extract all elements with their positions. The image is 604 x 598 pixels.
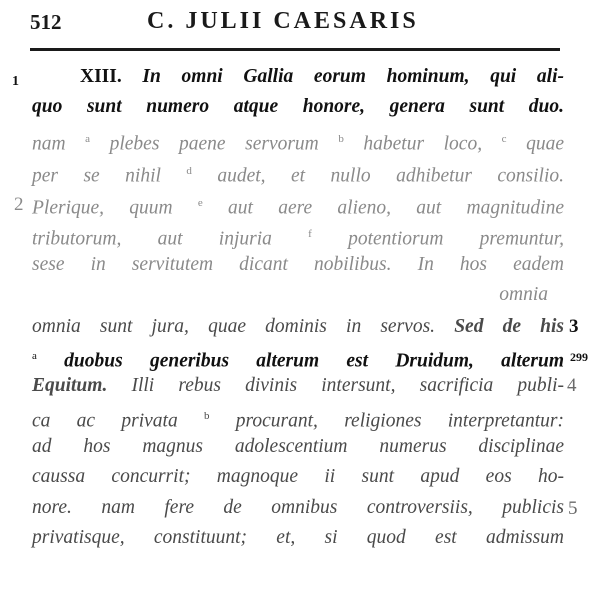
text-segment: tributorum, aut injuria bbox=[32, 228, 309, 250]
footnote-marker: a bbox=[85, 133, 91, 145]
text-line bbox=[32, 436, 564, 458]
text-segment: per se nihil bbox=[32, 165, 187, 187]
text-line bbox=[32, 223, 564, 251]
footnote-marker: e bbox=[197, 197, 203, 209]
text-line bbox=[32, 375, 564, 397]
header-rule bbox=[30, 48, 560, 51]
text-line bbox=[32, 405, 564, 433]
text-line bbox=[32, 466, 564, 488]
text-segment: plebes paene servorum bbox=[90, 133, 339, 155]
text-segment: quo sunt numero atque honore, genera sunt duo. bbox=[32, 96, 564, 117]
text-segment: Illi rebus divinis intersunt, sacrificia publi- bbox=[107, 375, 564, 396]
margin-note-5: 5 bbox=[568, 498, 578, 519]
text-segment: privatisque, constituunt; et, si quod est admissum bbox=[32, 527, 564, 548]
text-segment: potentiorum premuntur, bbox=[311, 228, 565, 250]
text-segment: quae bbox=[506, 133, 564, 155]
text-segment: habetur loco, bbox=[343, 133, 502, 155]
text-segment: ad hos magnus adolescentium numerus disciplinae bbox=[32, 436, 564, 457]
margin-note-1: 1 bbox=[12, 74, 19, 89]
text-line bbox=[32, 345, 564, 373]
footnote-marker: f bbox=[308, 228, 312, 240]
text-line bbox=[32, 96, 564, 118]
catchword bbox=[32, 284, 548, 306]
text-segment: caussa concurrit; magnoque ii sunt apud eos ho- bbox=[32, 466, 564, 487]
footnote-marker: b bbox=[203, 410, 210, 422]
text-segment: In omni Gallia eorum hominum, qui ali- bbox=[121, 66, 564, 87]
footnote-marker: c bbox=[501, 133, 507, 145]
text-line bbox=[32, 527, 564, 549]
text-line bbox=[32, 316, 564, 338]
text-line bbox=[32, 497, 564, 519]
footnote-marker: d bbox=[186, 165, 192, 177]
margin-note-299: 299 bbox=[570, 350, 588, 364]
running-title: C. JULII CAESARIS bbox=[147, 8, 419, 34]
footnote-marker: b bbox=[338, 133, 344, 145]
text-segment: omnia bbox=[499, 284, 548, 305]
text-segment: sese in servitutem dicant nobilibus. In hos eadem bbox=[32, 254, 564, 275]
text-segment: duobus generibus alterum est Druidum, alterum bbox=[36, 350, 564, 372]
text-segment: aut aere alieno, aut magnitudine bbox=[202, 197, 564, 219]
text-segment: ca ac privata bbox=[32, 410, 204, 432]
text-segment: XIII. bbox=[80, 66, 122, 87]
margin-note-2: 2 bbox=[14, 194, 24, 215]
text-segment: procurant, religiones interpretantur: bbox=[209, 410, 565, 432]
text-segment: audet, et nullo adhibetur consilio. bbox=[191, 165, 564, 187]
page-number: 512 bbox=[30, 10, 62, 34]
text-segment: Sed de his bbox=[454, 316, 565, 337]
text-segment: nore. nam fere de omnibus controversiis, publicis bbox=[32, 497, 564, 518]
text-segment: Plerique, quum bbox=[32, 197, 198, 219]
margin-note-4: 4 bbox=[567, 375, 577, 396]
text-line bbox=[80, 66, 564, 88]
text-line bbox=[32, 254, 564, 276]
text-line bbox=[32, 128, 564, 156]
footnote-marker: a bbox=[32, 350, 37, 362]
text-segment: nam bbox=[32, 133, 86, 155]
text-line bbox=[32, 192, 564, 220]
text-line bbox=[32, 160, 564, 188]
text-segment: Equitum. bbox=[32, 375, 108, 396]
text-segment: omnia sunt jura, quae dominis in servos. bbox=[32, 316, 455, 337]
page-header bbox=[0, 0, 604, 44]
margin-note-3: 3 bbox=[569, 316, 579, 337]
